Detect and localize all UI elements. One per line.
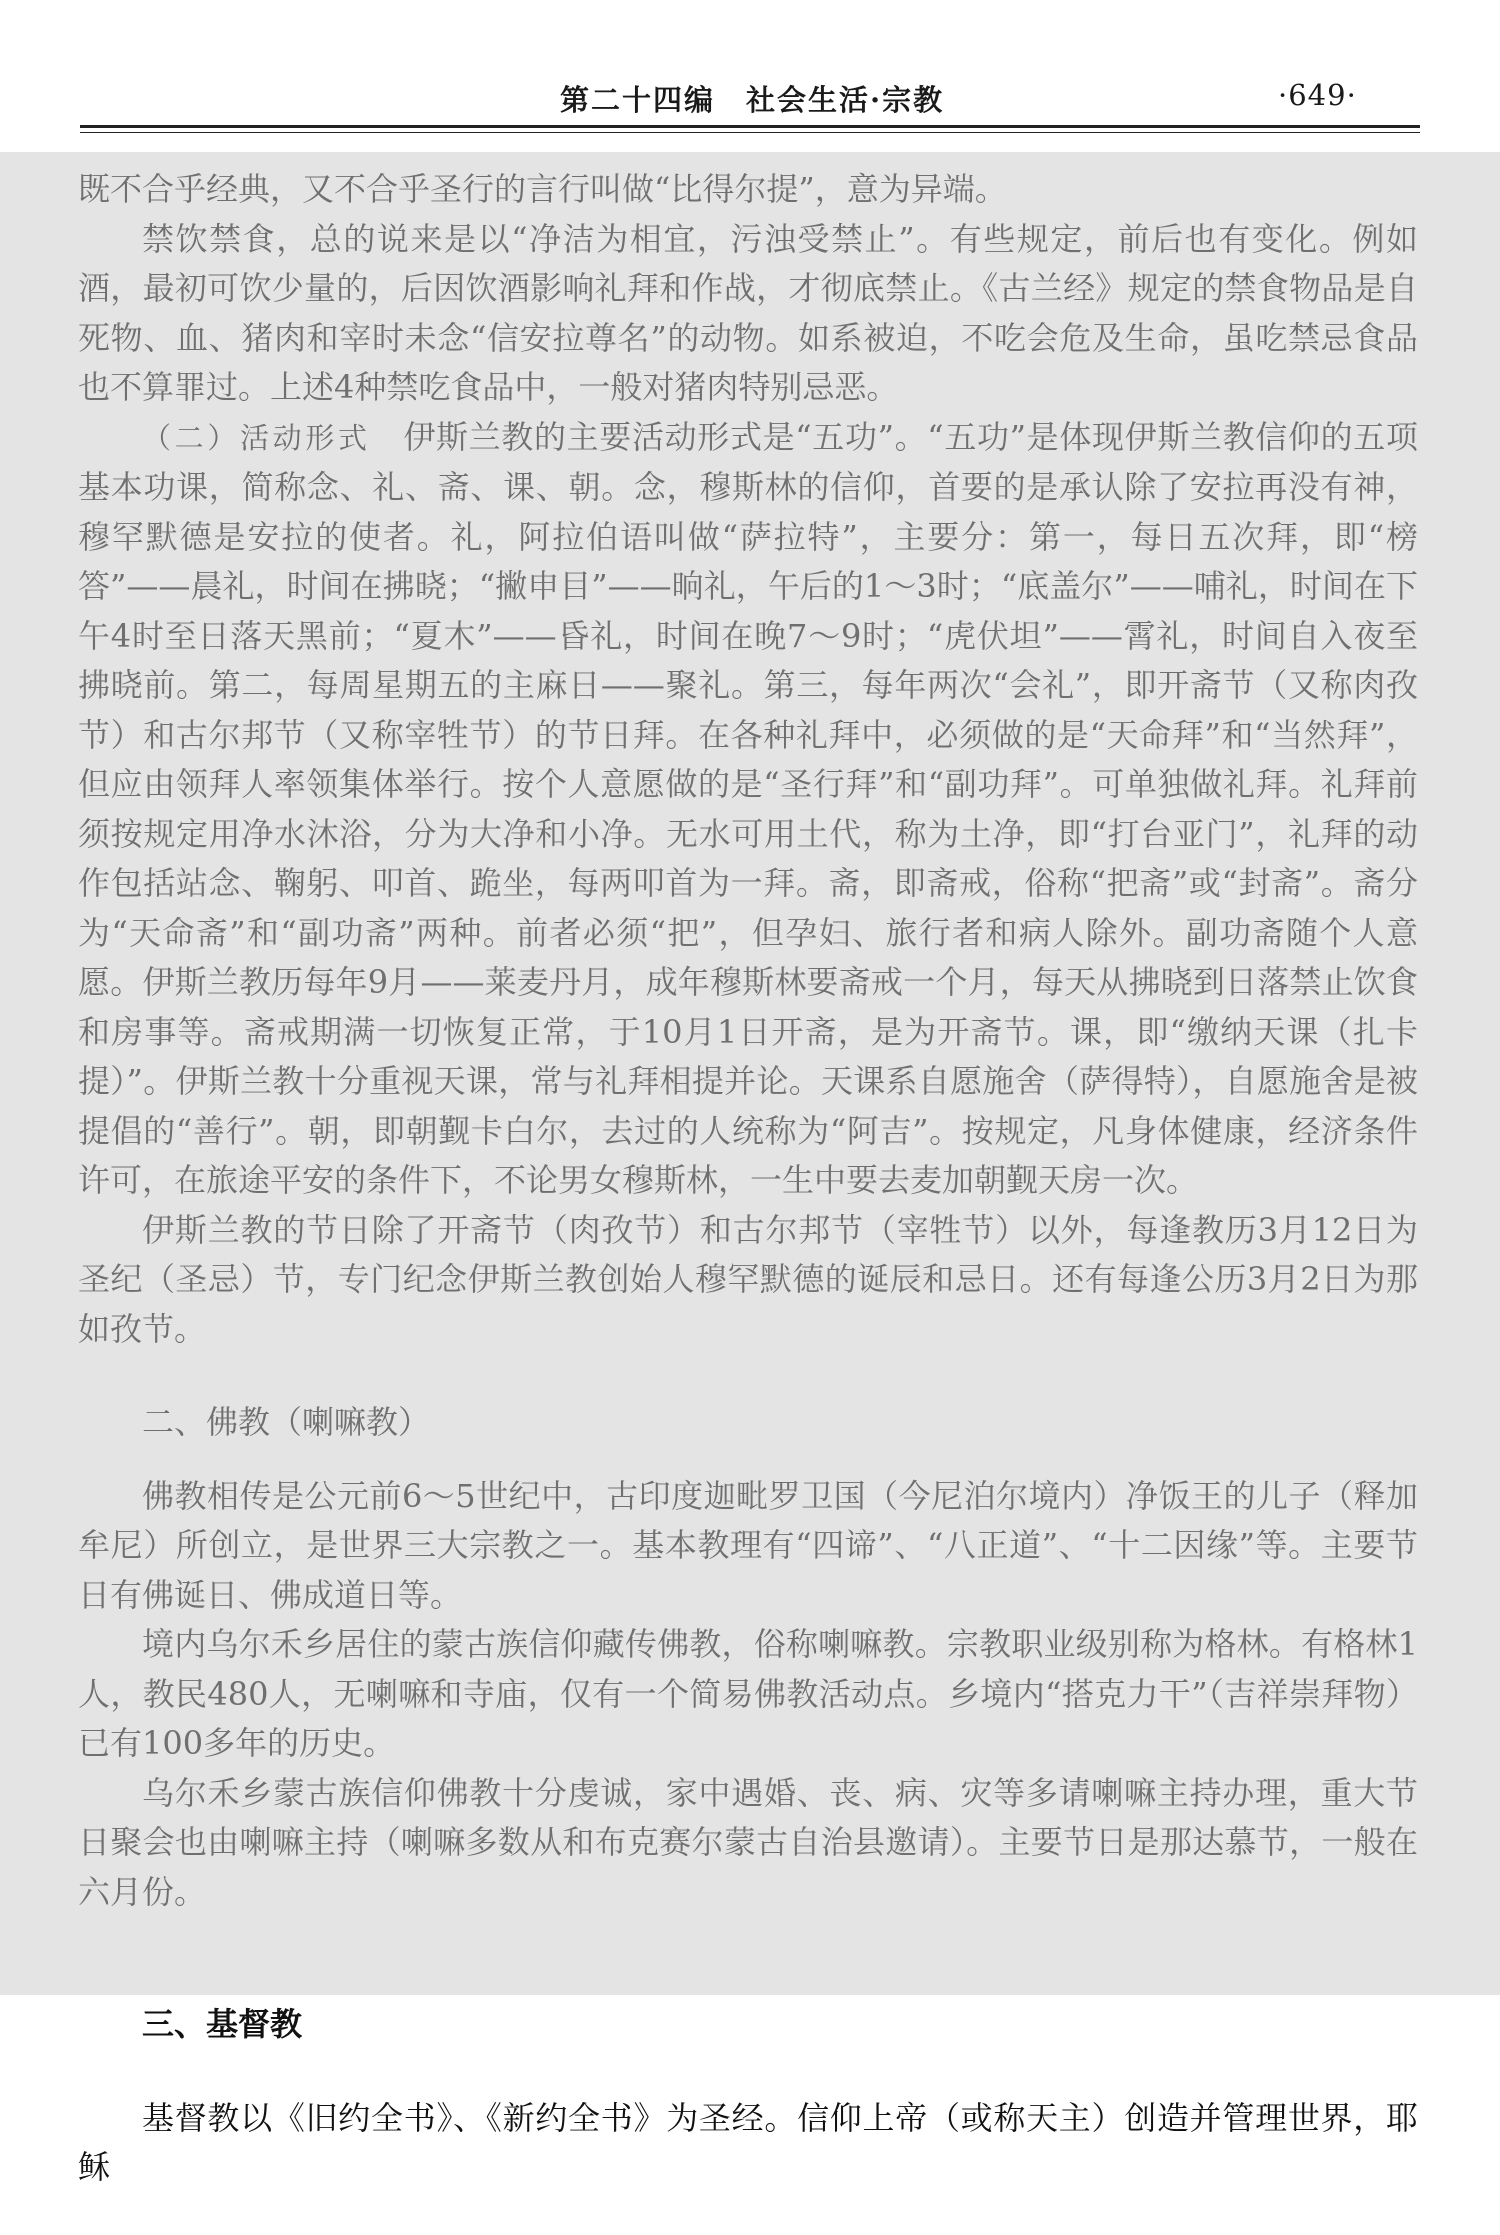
- header-rule-thin: [80, 132, 1420, 133]
- running-title: 第二十四编 社会生活·宗教: [560, 83, 945, 117]
- header-rule-thick: [80, 125, 1420, 128]
- section-heading-buddhism: 二、佛教（喇嘛教）: [142, 1403, 431, 1441]
- paragraph-five-pillars: [78, 413, 1418, 1206]
- paragraph-islamic-festivals: 伊斯兰教的节日除了开斋节（肉孜节）和古尔邦节（宰牲节）以外，每逢教历3月12日为圣纪（圣忌）节，专门纪念伊斯兰教创始人穆罕默德的诞辰和忌日。还有每逢公历3月2日为那如孜节。: [78, 1210, 1418, 1348]
- subsection-label: （二）活动形式: [142, 420, 371, 455]
- page-number: ·649·: [1278, 78, 1357, 112]
- paragraph-buddhism-local: 境内乌尔禾乡居住的蒙古族信仰藏传佛教，俗称喇嘛教。宗教职业级别称为格林。有格林1人，教民480人，无喇嘛和寺庙，仅有一个简易佛教活动点。乡境内“搭克力干”（吉祥崇拜物）已有100多年的历史。: [78, 1625, 1418, 1762]
- page-body-highlighted: [78, 165, 1418, 1917]
- section-heading-christianity: 三、基督教: [142, 2005, 303, 2043]
- paragraph-five-pillars-text: 伊斯兰教的主要活动形式是“五功”。“五功”是体现伊斯兰教信仰的五项基本功课，简称念、礼、斋、课、朝。念，穆斯林的信仰，首要的是承认除了安拉再没有神，穆罕默德是安拉的使者。礼，阿拉伯语叫做“萨拉特”，主要分：第一，每日五次拜，即“榜答”——晨礼，时间在拂晓；“撇申目”——晌礼，午后的1～3时；“底盖尔”——哺礼，时间在下午4时至日落天黑前；“夏木”——昏礼，时间在晚7～9时；“虎伏坦”——霄礼，时间自入夜至拂晓前。第二，每周星期五的主麻日——聚礼。第三，每年两次“会礼”，即开斋节（又称肉孜节）和古尔邦节（又称宰牲节）的节日拜。在各种礼拜中，必须做的是“天命拜”和“当然拜”，但应由领拜人率领集体举行。按个人意愿做的是“圣行拜”和“副功拜”。可单独做礼拜。礼拜前须按规定用净水沐浴，分为大净和小净。无水可用土代，称为土净，即“打台亚门”，礼拜的动作包括站念、鞠躬、叩首、跪坐，每两叩首为一拜。斋，即斋戒，俗称“把斋”或“封斋”。斋分为“天命斋”和“副功斋”两种。前者必须“把”，但孕妇、旅行者和病人除外。副功斋随个人意愿。伊斯兰教历每年9月——莱麦丹月，成年穆斯林要斋戒一个月，每天从拂晓到日落禁止饮食和房事等。斋戒期满一切恢复正常，于10月1日开斋，是为开斋节。课，即“缴纳天课（扎卡提）”。伊斯兰教十分重视天课，常与礼拜相提并论。天课系自愿施舍（萨得特），自愿施舍是被提倡的“善行”。朝，即朝觐卡白尔，去过的人统称为“阿吉”。按规定，凡身体健康，经济条件许可，在旅途平安的条件下，不论男女穆斯林，一生中要去麦加朝觐天房一次。: [78, 417, 1418, 1199]
- page-header: [0, 0, 1500, 150]
- paragraph-buddhism-intro: 佛教相传是公元前6～5世纪中，古印度迦毗罗卫国（今尼泊尔境内）净饭王的儿子（释加牟尼）所创立，是世界三大宗教之一。基本教理有“四谛”、“八正道”、“十二因缘”等。主要节日有佛诞日、佛成道日等。: [78, 1476, 1418, 1614]
- paragraph-christianity-intro: 基督教以《旧约全书》、《新约全书》为圣经。信仰上帝（或称天主）创造并管理世界，耶稣: [78, 2098, 1418, 2186]
- paragraph-food-prohibitions: 禁饮禁食，总的说来是以“净洁为相宜，污浊受禁止”。有些规定，前后也有变化。例如酒，最初可饮少量的，后因饮酒影响礼拜和作战，才彻底禁止。《古兰经》规定的禁食物品是自死物、血、猪肉和宰时未念“信安拉尊名”的动物。如系被迫，不吃会危及生命，虽吃禁忌食品也不算罪过。上述4种禁吃食品中，一般对猪肉特别忌恶。: [78, 219, 1418, 406]
- paragraph-buddhism-devotion: 乌尔禾乡蒙古族信仰佛教十分虔诚，家中遇婚、丧、病、灾等多请喇嘛主持办理，重大节日聚会也由喇嘛主持（喇嘛多数从和布克赛尔蒙古自治县邀请）。主要节日是那达慕节，一般在六月份。: [78, 1773, 1418, 1911]
- paragraph-heresy: 既不合乎经典，又不合乎圣行的言行叫做“比得尔提”，意为异端。: [78, 170, 1007, 208]
- page-body-plain: [78, 2000, 1418, 2193]
